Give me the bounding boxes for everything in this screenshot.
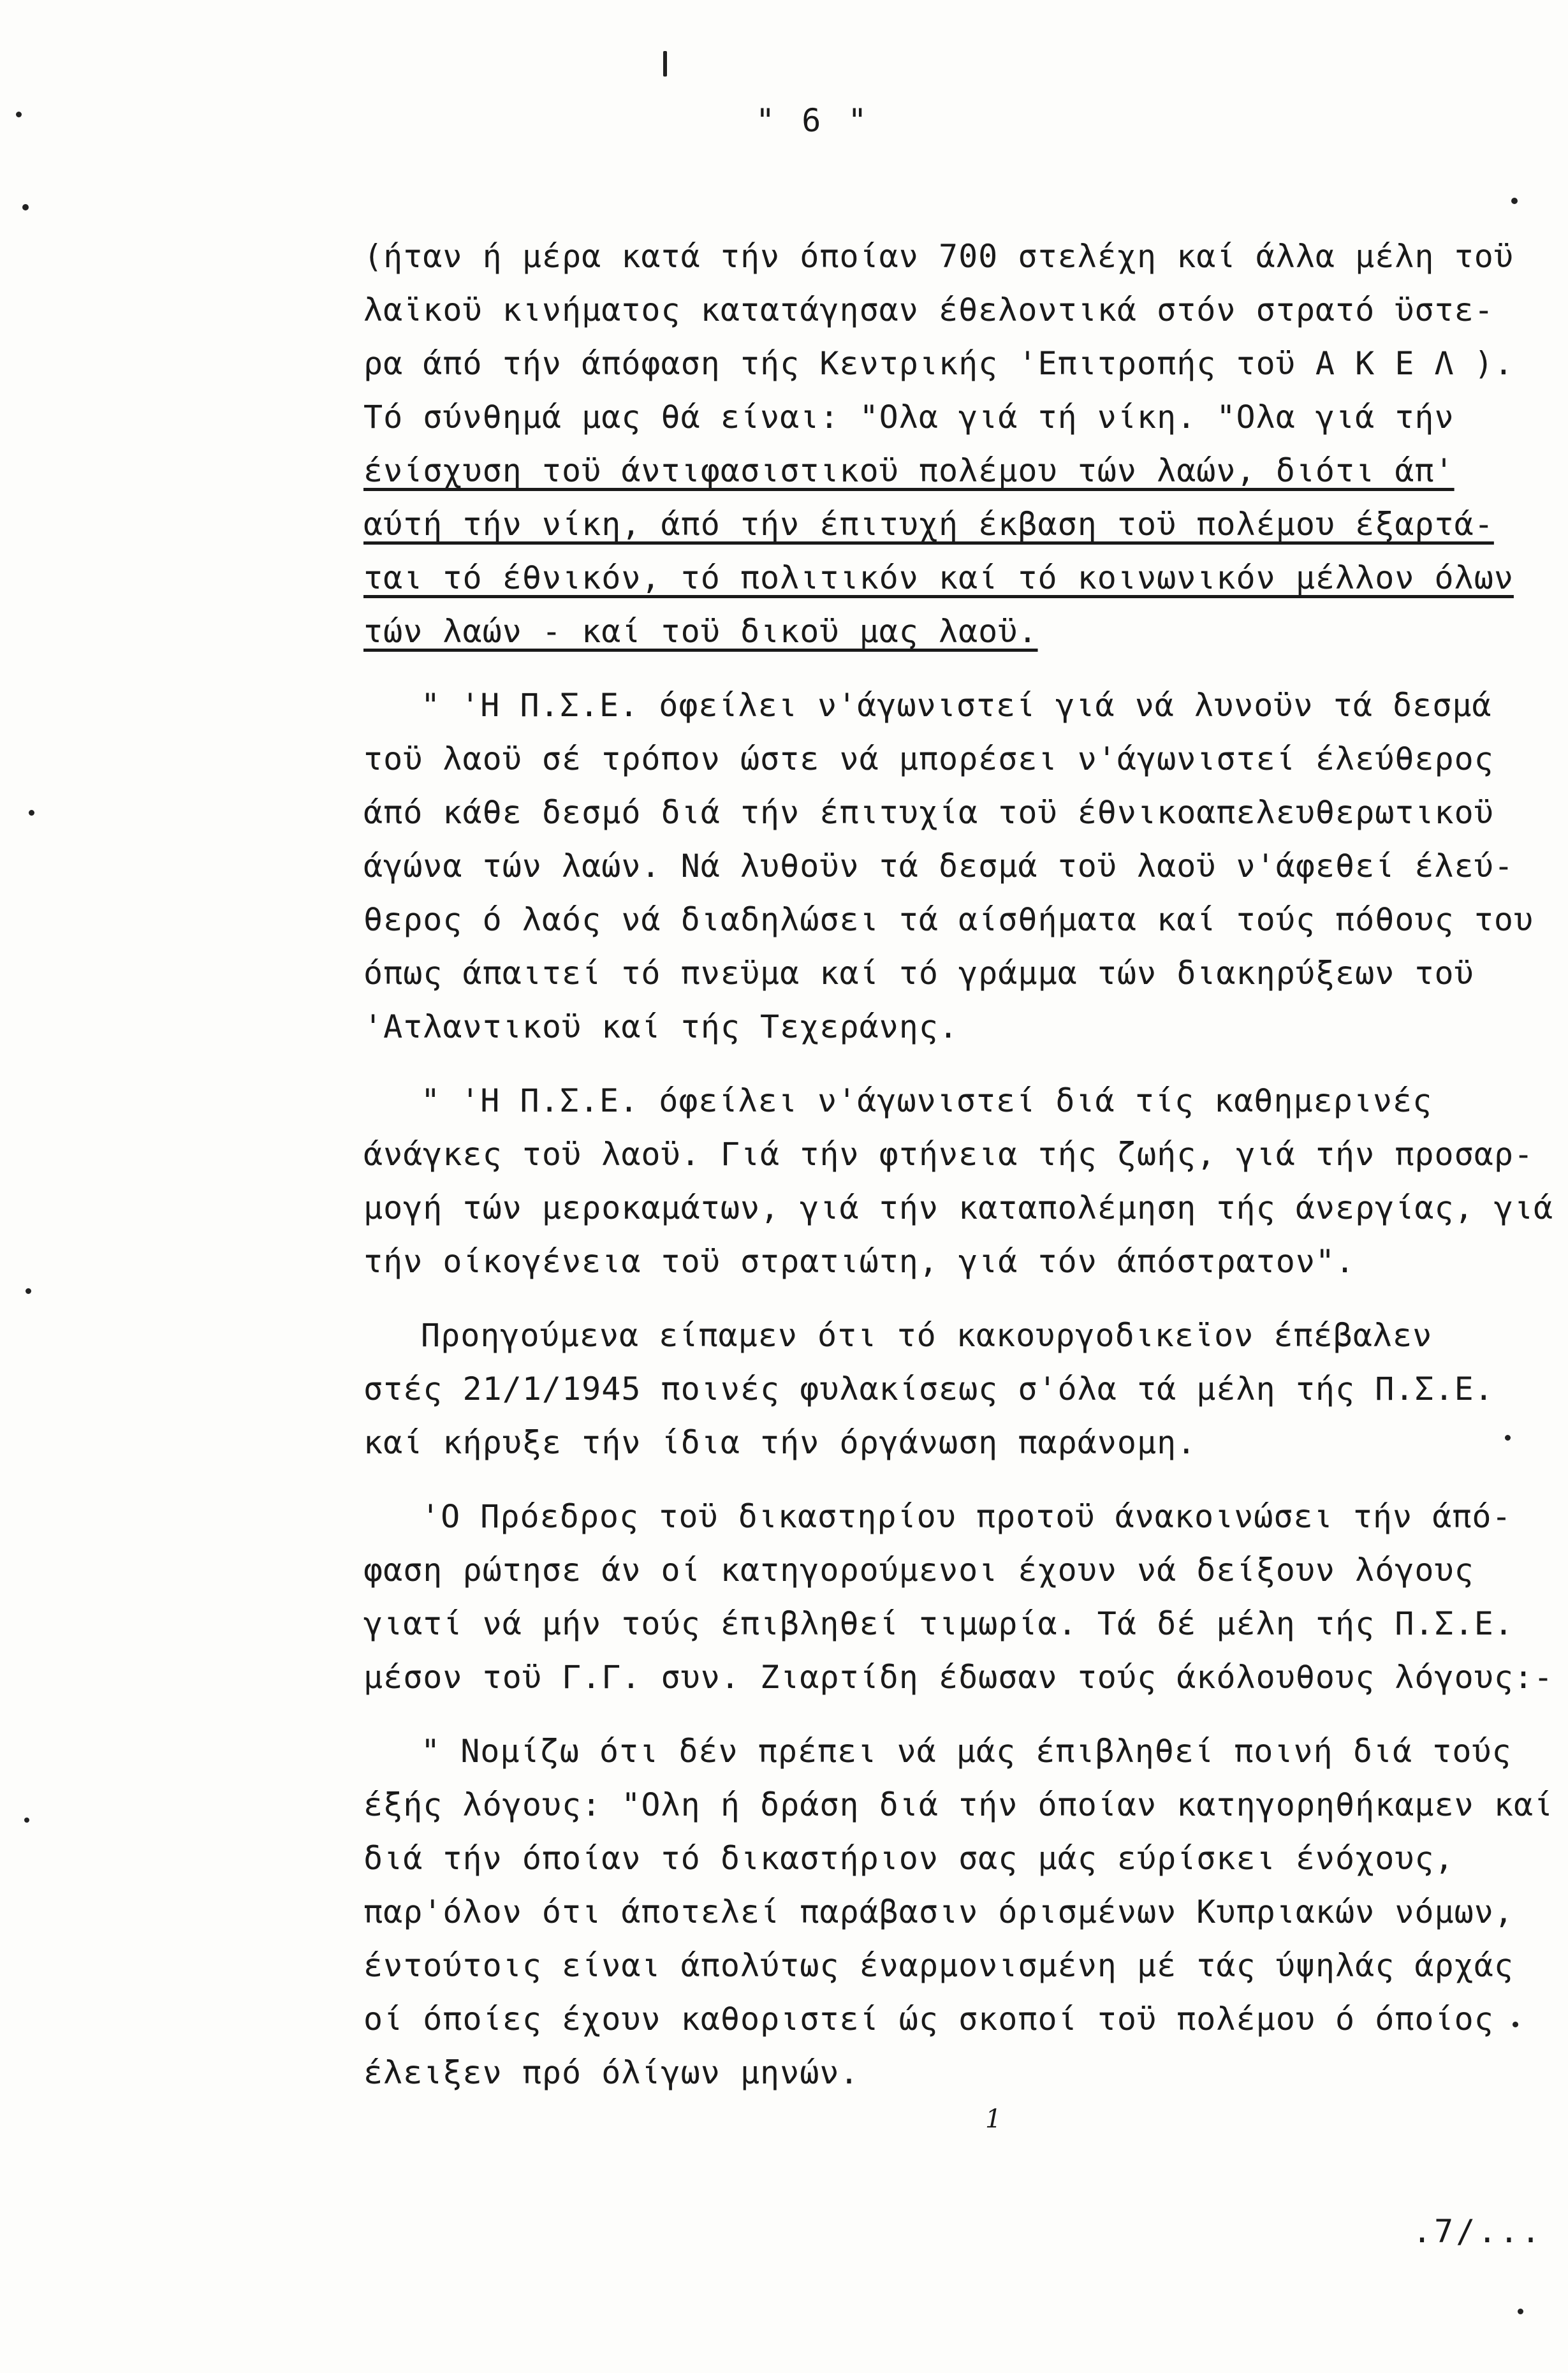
text-line: λαϊκοϋ κινήματος κατατάγησαν έθελοντικά στόν στρατό ϋστε- bbox=[363, 291, 1494, 328]
text-line: τοϋ λαοϋ σέ τρόπον ώστε νά μπορέσει ν'άγωνιστεί έλεύθερος bbox=[363, 740, 1494, 777]
scan-speck bbox=[1513, 2022, 1518, 2027]
text-line: 'Ο Πρόεδρος τοϋ δικαστηρίου προτοϋ άνακοινώσει τήν άπό- bbox=[421, 1498, 1512, 1535]
scan-speck bbox=[16, 112, 22, 117]
scan-speck bbox=[1505, 1435, 1511, 1441]
text-line: παρ'όλον ότι άποτελεί παράβασιν όρισμένων Κυπριακών νόμων, bbox=[363, 1893, 1514, 1930]
text-line: Τό σύνθημά μας θά είναι: "Ολα γιά τή νίκη. "Ολα γιά τήν bbox=[363, 399, 1454, 436]
underlined-text-line: ένίσχυση τοϋ άντιφασιστικοϋ πολέμου τών λαών, διότι άπ' bbox=[363, 452, 1454, 489]
scan-speck bbox=[1511, 198, 1518, 204]
text-line: έντούτοις είναι άπολύτως έναρμονισμένη μέ τάς ύψηλάς άρχάς bbox=[363, 1947, 1514, 1984]
text-line: μογή τών μεροκαμάτων, γιά τήν καταπολέμηση τής άνεργίας, γιά bbox=[363, 1189, 1554, 1226]
text-line: Προηγούμενα είπαμεν ότι τό κακουργοδικεϊον έπέβαλεν bbox=[421, 1317, 1433, 1354]
page-number: " 6 " bbox=[756, 102, 871, 139]
underlined-text-line: τών λαών - καί τοϋ δικοϋ μας λαοϋ. bbox=[363, 613, 1038, 650]
text-line: φαση ρώτησε άν οί κατηγορούμενοι έχουν νά δείξουν λόγους bbox=[363, 1552, 1474, 1589]
text-line: άπό κάθε δεσμό διά τήν έπιτυχία τοϋ έθνικοαπελευθερωτικοϋ bbox=[363, 794, 1494, 831]
text-line: (ήταν ή μέρα κατά τήν όποίαν 700 στελέχη καί άλλα μέλη τοϋ bbox=[363, 238, 1514, 275]
handwritten-mark: 1 bbox=[985, 2105, 1002, 2134]
scan-speck bbox=[1518, 2309, 1523, 2314]
text-line: τήν οίκογένεια τοϋ στρατιώτη, γιά τόν άπόστρατον". bbox=[363, 1243, 1356, 1280]
text-line: έξής λόγους: "Ολη ή δράση διά τήν όποίαν κατηγορηθήκαμεν καί bbox=[363, 1786, 1554, 1823]
text-line: άνάγκες τοϋ λαοϋ. Γιά τήν φτήνεια τής ζωής, γιά τήν προσαρ- bbox=[363, 1136, 1534, 1173]
scan-speck bbox=[24, 1818, 29, 1823]
text-line: διά τήν όποίαν τό δικαστήριον σας μάς εύρίσκει ένόχους, bbox=[363, 1840, 1454, 1877]
text-line: 'Ατλαντικοϋ καί τής Τεχεράνης. bbox=[363, 1008, 959, 1045]
text-line: θερος ό λαός νά διαδηλώσει τά αίσθήματα καί τούς πόθους του bbox=[363, 901, 1534, 938]
underlined-text-line: ται τό έθνικόν, τό πολιτικόν καί τό κοινωνικόν μέλλον όλων bbox=[363, 559, 1514, 596]
text-line: " Νομίζω ότι δέν πρέπει νά μάς έπιβληθεί ποινή διά τούς bbox=[421, 1733, 1512, 1770]
text-line: γιατί νά μήν τούς έπιβληθεί τιμωρία. Τά δέ μέλη τής Π.Σ.Ε. bbox=[363, 1605, 1514, 1642]
continuation-marker: .7/... bbox=[1412, 2213, 1543, 2250]
text-line: άγώνα τών λαών. Νά λυθοϋν τά δεσμά τοϋ λαοϋ ν'άφεθεί έλεύ- bbox=[363, 848, 1514, 885]
text-line: " 'Η Π.Σ.Ε. όφείλει ν'άγωνιστεί γιά νά λυνοϋν τά δεσμά bbox=[421, 687, 1492, 724]
scan-speck bbox=[26, 1288, 31, 1294]
text-line: καί κήρυξε τήν ίδια τήν όργάνωση παράνομη. bbox=[363, 1424, 1197, 1461]
text-line: " 'Η Π.Σ.Ε. όφείλει ν'άγωνιστεί διά τίς καθημερινές bbox=[421, 1082, 1433, 1119]
text-line: ρα άπό τήν άπόφαση τής Κεντρικής 'Επιτροπής τοϋ Α Κ Ε Λ ). bbox=[363, 345, 1514, 382]
typed-text-body bbox=[363, 230, 1554, 2099]
text-line: στές 21/1/1945 ποινές φυλακίσεως σ'όλα τά μέλη τής Π.Σ.Ε. bbox=[363, 1370, 1494, 1407]
text-line: οί όποίες έχουν καθοριστεί ώς σκοποί τοϋ πολέμου ό όποίος bbox=[363, 2001, 1494, 2038]
scan-speck bbox=[29, 810, 34, 816]
underlined-text-line: αύτή τήν νίκη, άπό τήν έπιτυχή έκβαση τοϋ πολέμου έξαρτά- bbox=[363, 506, 1494, 543]
text-line: μέσον τοϋ Γ.Γ. συν. Ζιαρτίδη έδωσαν τούς άκόλουθους λόγους:- bbox=[363, 1659, 1554, 1696]
scan-speck bbox=[22, 204, 29, 210]
scan-speck bbox=[663, 51, 667, 77]
text-line: έλειξεν πρό όλίγων μηνών. bbox=[363, 2054, 860, 2091]
text-line: όπως άπαιτεί τό πνεϋμα καί τό γράμμα τών διακηρύξεων τοϋ bbox=[363, 955, 1474, 992]
